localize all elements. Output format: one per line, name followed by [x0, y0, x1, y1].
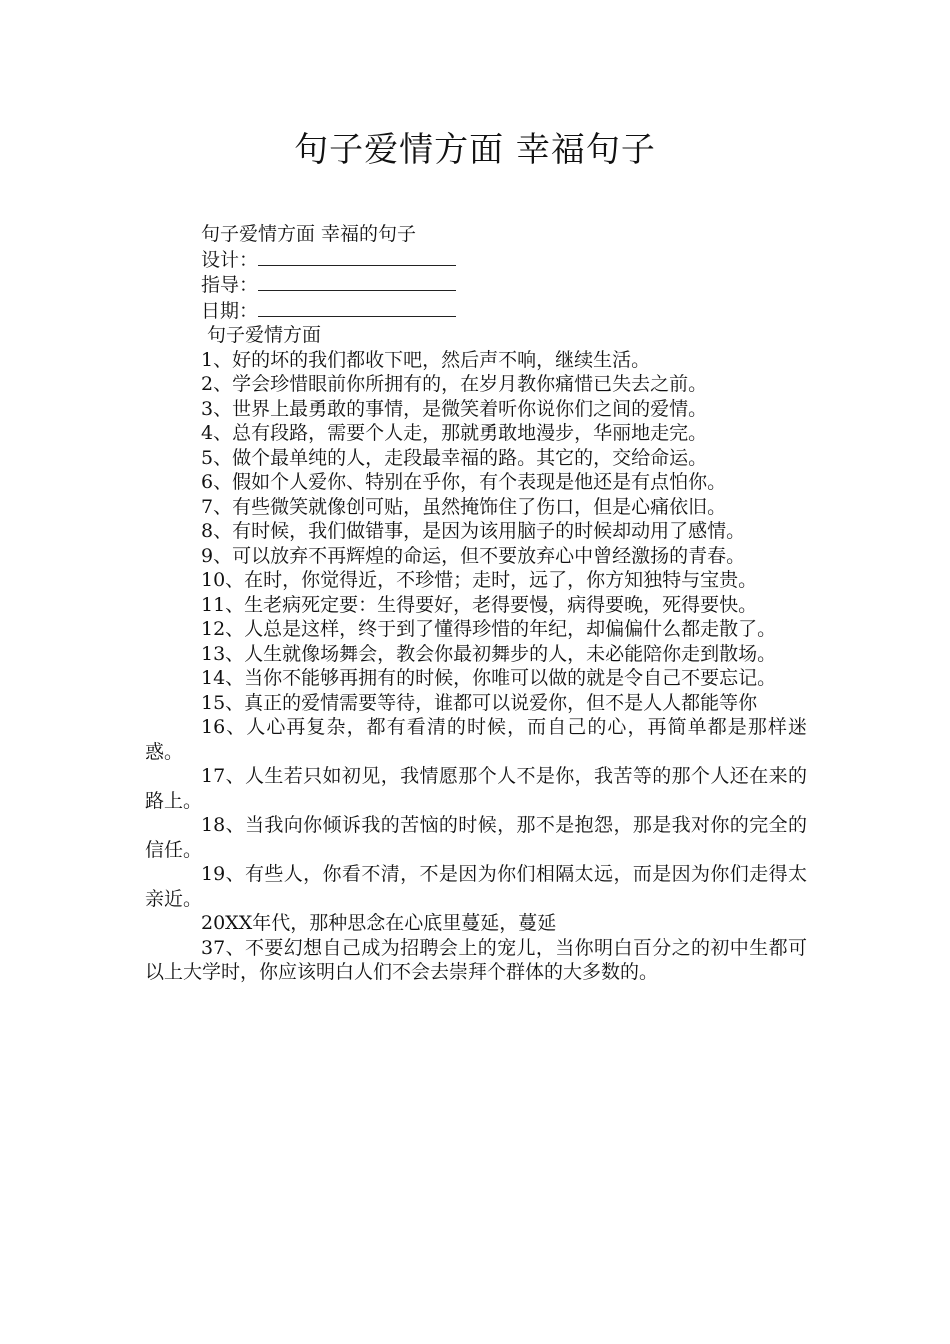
list-item: 37、不要幻想自己成为招聘会上的宠儿，当你明白百分之的初中生都可以上大学时，你应该明白人们不会去崇拜个群体的大多数的。: [145, 936, 807, 983]
list-item: 6、假如个人爱你、特别在乎你，有个表现是他还是有点怕你。: [201, 471, 727, 493]
document-body: [145, 222, 807, 985]
list-item: 9、可以放弃不再辉煌的命运，但不要放弃心中曾经激扬的青春。: [201, 544, 746, 567]
field-label: 指导：: [201, 274, 259, 296]
list-item: 5、做个最单纯的人，走段最幸福的路。其它的，交给命运。: [201, 446, 708, 469]
list-item: 7、有些微笑就像创可贴，虽然掩饰住了伤口，但是心痛依旧。: [201, 495, 727, 518]
list-item: 15、真正的爱情需要等待，谁都可以说爱你，但不是人人都能等你: [201, 691, 758, 714]
document-title: 句子爱情方面 幸福句子: [294, 130, 656, 170]
blank-underline: [258, 298, 456, 317]
blank-underline: [258, 247, 456, 266]
subtitle: 句子爱情方面 幸福的句子: [201, 223, 417, 245]
list-item: 20XX年代，那种思念在心底里蔓延，蔓延: [201, 912, 557, 934]
field-label: 日期：: [201, 299, 259, 322]
guide-field: [145, 272, 807, 298]
list-item: 19、有些人，你看不清，不是因为你们相隔太远，而是因为你们走得太亲近。: [145, 863, 807, 910]
list-item: 3、世界上最勇敢的事情，是微笑着听你说你们之间的爱情。: [201, 397, 708, 420]
list-item: 17、人生若只如初见，我情愿那个人不是你，我苦等的那个人还在来的路上。: [145, 765, 807, 812]
list-item: 14、当你不能够再拥有的时候，你唯可以做的就是令自己不要忘记。: [201, 667, 777, 689]
field-label: 设计：: [201, 248, 259, 271]
list-item: 1、好的坏的我们都收下吧，然后声不响，继续生活。: [201, 348, 651, 371]
list-item: 10、在时，你觉得近，不珍惜；走时，远了，你方知独特与宝贵。: [201, 569, 758, 591]
list-item: 18、当我向你倾诉我的苦恼的时候，那不是抱怨，那是我对你的完全的信任。: [145, 814, 807, 861]
list-item: 4、总有段路，需要个人走，那就勇敢地漫步，华丽地走完。: [201, 422, 708, 444]
section-title: 句子爱情方面: [207, 324, 322, 346]
design-field: [145, 247, 807, 273]
list-item: 16、人心再复杂，都有看清的时候，而自己的心，再简单都是那样迷惑。: [145, 716, 807, 763]
list-item: 13、人生就像场舞会，教会你最初舞步的人，未必能陪你走到散场。: [201, 642, 777, 665]
list-item: 8、有时候，我们做错事，是因为该用脑子的时候却动用了感情。: [201, 520, 746, 542]
list-item: 2、学会珍惜眼前你所拥有的，在岁月教你痛惜已失去之前。: [201, 373, 708, 395]
list-item: 11、生老病死定要：生得要好，老得要慢，病得要晚，死得要快。: [201, 593, 758, 616]
date-field: [145, 298, 807, 324]
list-item: 12、人总是这样，终于到了懂得珍惜的年纪，却偏偏什么都走散了。: [201, 618, 777, 640]
blank-underline: [258, 272, 456, 291]
